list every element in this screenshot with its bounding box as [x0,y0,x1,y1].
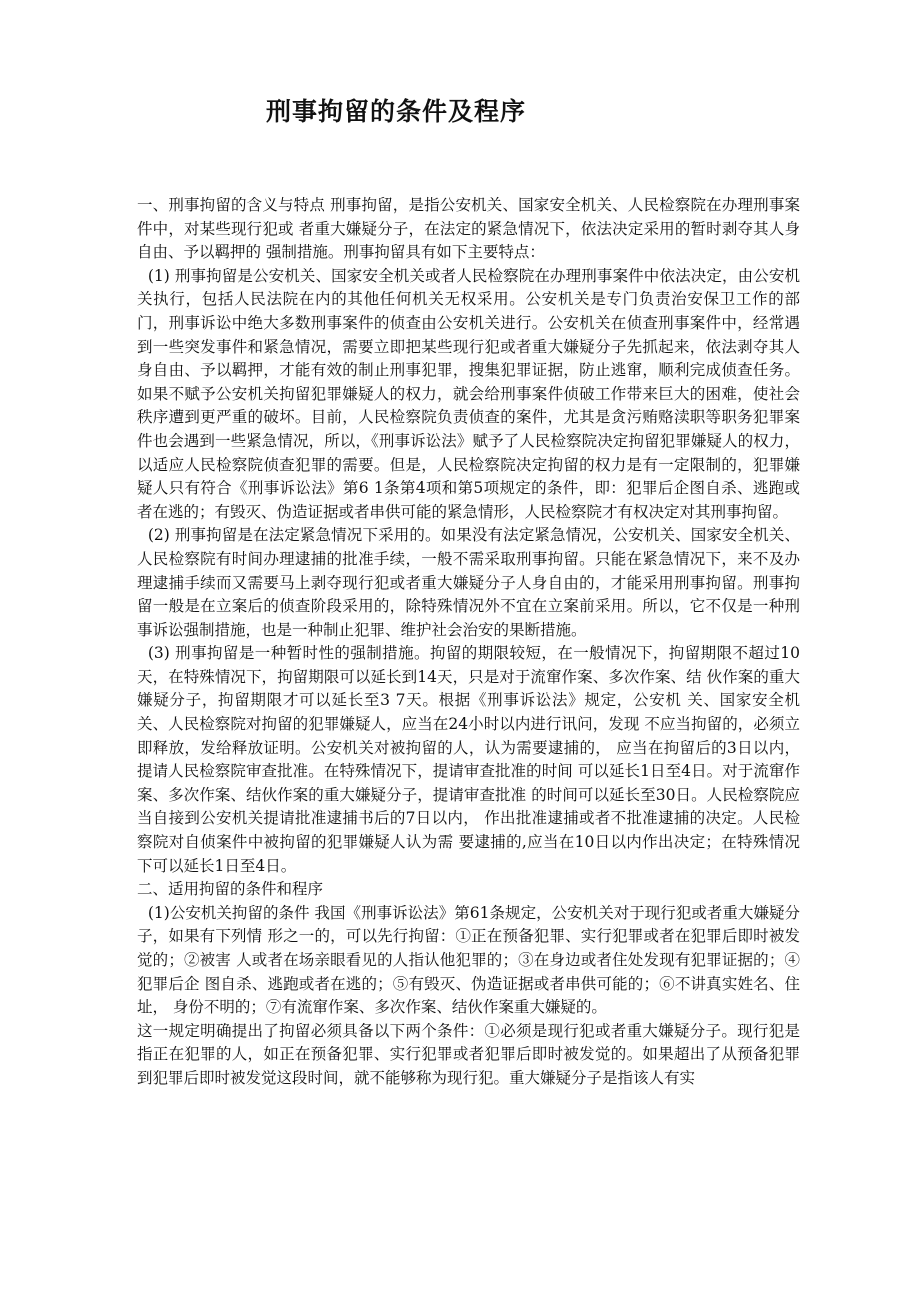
paragraph-intro: 一、刑事拘留的含义与特点 刑事拘留，是指公安机关、国家安全机关、人民检察院在办理刑事案件中，对某些现行犯或 者重大嫌疑分子，在法定的紧急情况下，依法决定采用的暂时剥夺其人身自由、予以羁押的 强制措施。刑事拘留具有如下主要特点： [137,196,800,262]
paragraph-point-2: (2) 刑事拘留是在法定紧急情况下采用的。如果没有法定紧急情况，公安机关、国家安全机关、人民检察院有时间办理逮捕的批准手续，一般不需采取刑事拘留。只能在紧急情况下，来不及办理逮捕手续而又需要马上剥夺现行犯或者重大嫌疑分子人身自由的，才能采用刑事拘留。刑事拘留一般是在立案后的侦查阶段采用的，除特殊情况外不宜在立案前采用。所以，它不仅是一种刑事诉讼强制措施，也是一种制止犯罪、维护社会治安的果断措施。 [137,526,800,639]
paragraph-point-1: (1) 刑事拘留是公安机关、国家安全机关或者人民检察院在办理刑事案件中依法决定，由公安机关执行，包括人民法院在内的其他任何机关无权采用。公安机关是专门负责治安保卫工作的部门，刑事诉讼中绝大多数刑事案件的侦查由公安机关进行。公安机关在侦查刑事案件中，经常遇到一些突发事件和紧急情况，需要立即把某些现行犯或者重大嫌疑分子先抓起来，依法剥夺其人身自由、予以羁押，才能有效的制止刑事犯罪，搜集犯罪证据，防止逃窜，顺利完成侦查任务。如果不赋予公安机关拘留犯罪嫌疑人的权力，就会给刑事案件侦破工作带来巨大的困难，使社会秩序遭到更严重的破坏。目前，人民检察院负责侦查的案件，尤其是贪污贿赂渎职等职务犯罪案件也会遇到一些紧急情况，所以，《刑事诉讼法》赋予了人民检察院决定拘留犯罪嫌疑人的权力，以适应人民检察院侦查犯罪的需要。但是，人民检察院决定拘留的权力是有一定限制的，犯罪嫌疑人只有符合《刑事诉讼法》第6 1条第4项和第5项规定的条件，即：犯罪后企图自杀、逃跑或者在逃的；有毁灭、伪造证据或者串供可能的紧急情形，人民检察院才有权决定对其刑事拘留。 [137,266,800,521]
document-body [137,194,800,1091]
paragraph-point-3: (3) 刑事拘留是一种暂时性的强制措施。拘留的期限较短，在一般情况下，拘留期限不超过10天，在特殊情况下，拘留期限可以延长到14天，只是对于流窜作案、多次作案、结 伙作案的重大嫌疑分子，拘留期限才可以延长至3 7天。根据《刑事诉讼法》规定，公安机 关、国家安全机关、人民检察院对拘留的犯罪嫌疑人，应当在24小时以内进行讯问，发现 不应当拘留的，必须立即释放，发给释放证明。公安机关对被拘留的人，认为需要逮捕的， 应当在拘留后的3日以内，提请人民检察院审查批准。在特殊情况下，提请审查批准的时间 可以延长1日至4日。对于流窜作案、多次作案、结伙作案的重大嫌疑分子，提请审查批准 的时间可以延长至30日。人民检察院应当自接到公安机关提请批准逮捕书后的7日以内， 作出批准逮捕或者不批准逮捕的决定。人民检察院对自侦案件中被拘留的犯罪嫌疑人认为需 要逮捕的,应当在10日以内作出决定；在特殊情况下可以延长1日至4日。 [137,644,800,875]
page-title: 刑事拘留的条件及程序 [266,97,527,126]
section-heading-conditions: 二、适用拘留的条件和程序 [137,880,324,899]
paragraph-police-conditions: (1)公安机关拘留的条件 我国《刑事诉讼法》第61条规定，公安机关对于现行犯或者重大嫌疑分子，如果有下列情 形之一的，可以先行拘留：①正在预备犯罪、实行犯罪或者在犯罪后即时被发觉的；②被害 人或者在场亲眼看见的人指认他犯罪的；③在身边或者住处发现有犯罪证据的；④犯罪后企 图自杀、逃跑或者在逃的；⑤有毁灭、伪造证据或者串供可能的；⑥不讲真实姓名、住址， 身份不明的；⑦有流窜作案、多次作案、结伙作案重大嫌疑的。 [137,903,800,1017]
paragraph-two-conditions: 这一规定明确提出了拘留必须具备以下两个条件：①必须是现行犯或者重大嫌疑分子。现行犯是指正在犯罪的人，如正在预备犯罪、实行犯罪或者犯罪后即时被发觉的。如果超出了从预备犯罪到犯罪后即时被发觉这段时间，就不能够称为现行犯。重大嫌疑分子是指该人有实 [137,1021,800,1087]
